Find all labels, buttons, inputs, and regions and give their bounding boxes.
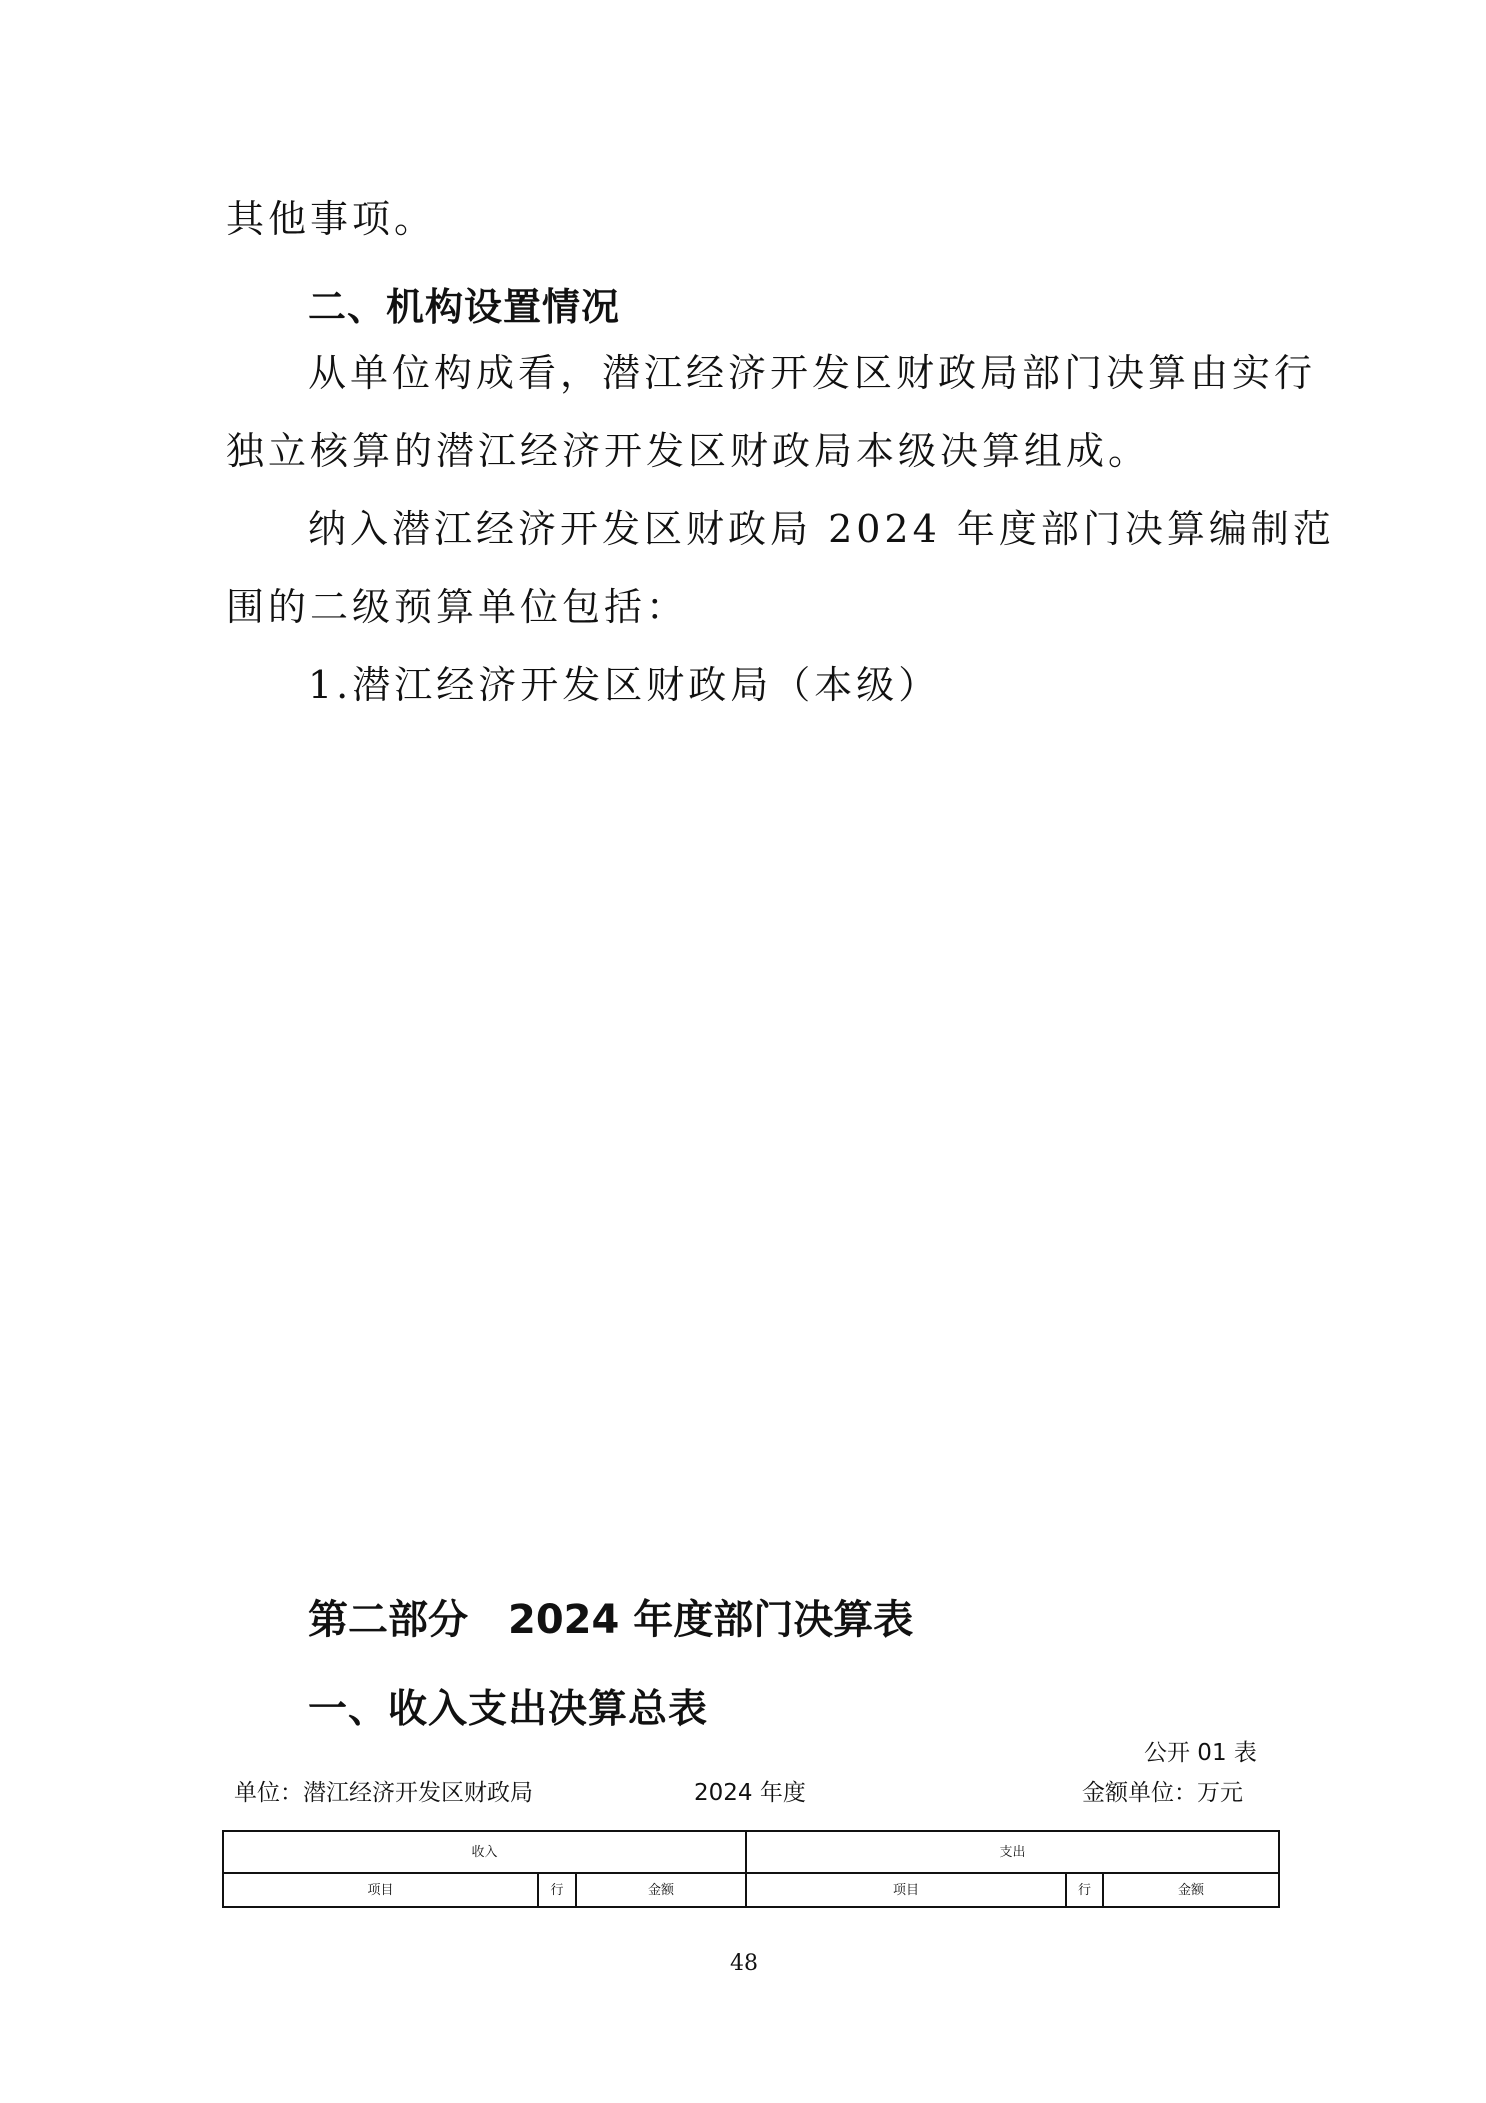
table-col-item: 项目 — [367, 1883, 394, 1898]
paragraph-line: 从单位构成看，潜江经济开发区财政局部门决算由实行 — [308, 351, 1317, 395]
paragraph-line: 独立核算的潜江经济开发区财政局本级决算组成。 — [226, 429, 1151, 473]
paragraph-line: 其他事项。 — [226, 197, 437, 241]
paragraph-line: 纳入潜江经济开发区财政局 2024 年度部门决算编制范 — [308, 507, 1335, 551]
table-col-amount: 金额 — [647, 1883, 674, 1898]
page-number: 48 — [730, 1951, 758, 1976]
table-number: 公开 01 表 — [1144, 1740, 1257, 1766]
table-col-item-expense: 项目 — [892, 1883, 919, 1898]
section-heading-summary: 一、收入支出决算总表 — [308, 1687, 709, 1732]
table-amount-unit: 金额单位：万元 — [1082, 1780, 1243, 1806]
table-col-row: 行 — [550, 1883, 564, 1898]
table-header-expense: 支出 — [999, 1845, 1026, 1860]
list-item: 1.潜江经济开发区财政局（本级） — [308, 663, 941, 707]
paragraph-line: 围的二级预算单位包括： — [226, 585, 689, 629]
table-col-amount-expense: 金额 — [1177, 1883, 1204, 1898]
table-year: 2024 年度 — [694, 1780, 806, 1806]
summary-table — [222, 1830, 1280, 1908]
section-heading-org: 二、机构设置情况 — [308, 285, 621, 329]
table-col-row-expense: 行 — [1077, 1883, 1091, 1898]
table-unit: 单位：潜江经济开发区财政局 — [234, 1780, 533, 1806]
table-header-income: 收入 — [471, 1845, 498, 1860]
part-title: 第二部分 2024 年度部门决算表 — [308, 1597, 914, 1643]
